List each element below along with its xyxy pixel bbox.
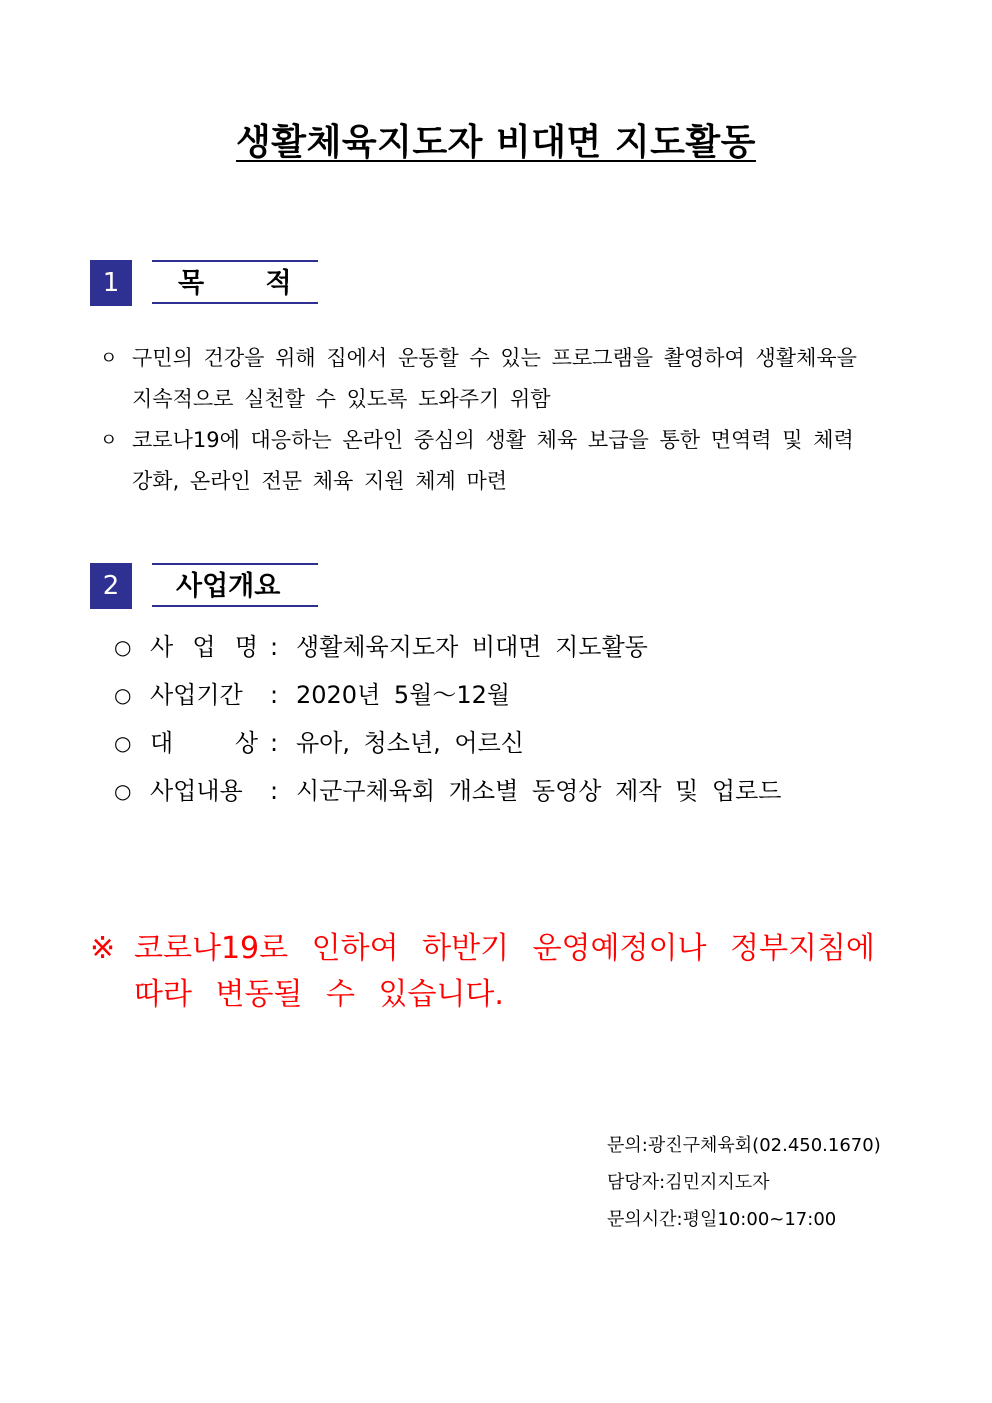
overview-colon: : <box>270 729 279 757</box>
overview-row-name <box>114 623 914 671</box>
section-1-title: 목 적 <box>152 260 318 304</box>
section-2-number: 2 <box>90 563 132 609</box>
purpose-item <box>100 338 880 420</box>
overview-label: 사 업 명 <box>150 633 258 661</box>
overview-value: 생활체육지도자 비대면 지도활동 <box>296 633 648 661</box>
circle-bullet-icon: ○ <box>114 635 132 659</box>
purpose-item <box>100 420 880 502</box>
purpose-item-text: 코로나19에 대응하는 온라인 중심의 생활 체육 보급을 통한 면역력 및 체력 강화, 온라인 전문 체육 지원 체계 마련 <box>132 428 854 493</box>
reference-mark-icon: ※ <box>90 931 116 966</box>
overview-row-content <box>114 767 914 815</box>
section-2-title: 사업개요 <box>152 563 318 607</box>
notice <box>90 926 920 1018</box>
overview-colon: : <box>270 681 279 709</box>
overview-label: 사업기간 <box>150 681 243 709</box>
purpose-list <box>100 338 880 502</box>
notice-text: 코로나19로 인하여 하반기 운영예정이나 정부지침에 따라 변동될 수 있습니다. <box>134 931 875 1012</box>
section-1-header <box>90 260 318 306</box>
overview-colon: : <box>270 633 279 661</box>
section-2-header <box>90 563 318 609</box>
bullet-icon: ㅇ <box>100 430 118 451</box>
contact-person: 담당자:김민지지도자 <box>607 1172 770 1193</box>
overview-value: 시군구체육회 개소별 동영상 제작 및 업로드 <box>296 777 782 805</box>
document-title <box>0 118 992 168</box>
section-1-number: 1 <box>90 260 132 306</box>
overview-row-target <box>114 719 914 767</box>
contact-inquiry: 문의:광진구체육회(02.450.1670) <box>607 1135 881 1156</box>
document-title-text: 생활체육지도자 비대면 지도활동 <box>236 122 756 163</box>
overview-value: 2020년 5월～12월 <box>296 681 511 709</box>
overview-row-period <box>114 671 914 719</box>
purpose-item-text: 구민의 건강을 위해 집에서 운동할 수 있는 프로그램을 촬영하여 생활체육을 지속적으로 실천할 수 있도록 도와주기 위함 <box>132 346 857 411</box>
overview-value: 유아, 청소년, 어르신 <box>296 729 524 757</box>
overview-label: 사업내용 <box>150 777 243 805</box>
contact-info <box>607 1127 947 1238</box>
overview-list <box>114 623 914 815</box>
bullet-icon: ㅇ <box>100 348 118 369</box>
overview-label: 대 상 <box>150 729 258 757</box>
circle-bullet-icon: ○ <box>114 779 132 803</box>
contact-hours: 문의시간:평일10:00~17:00 <box>607 1209 837 1230</box>
circle-bullet-icon: ○ <box>114 731 132 755</box>
overview-colon: : <box>270 777 279 805</box>
circle-bullet-icon: ○ <box>114 683 132 707</box>
